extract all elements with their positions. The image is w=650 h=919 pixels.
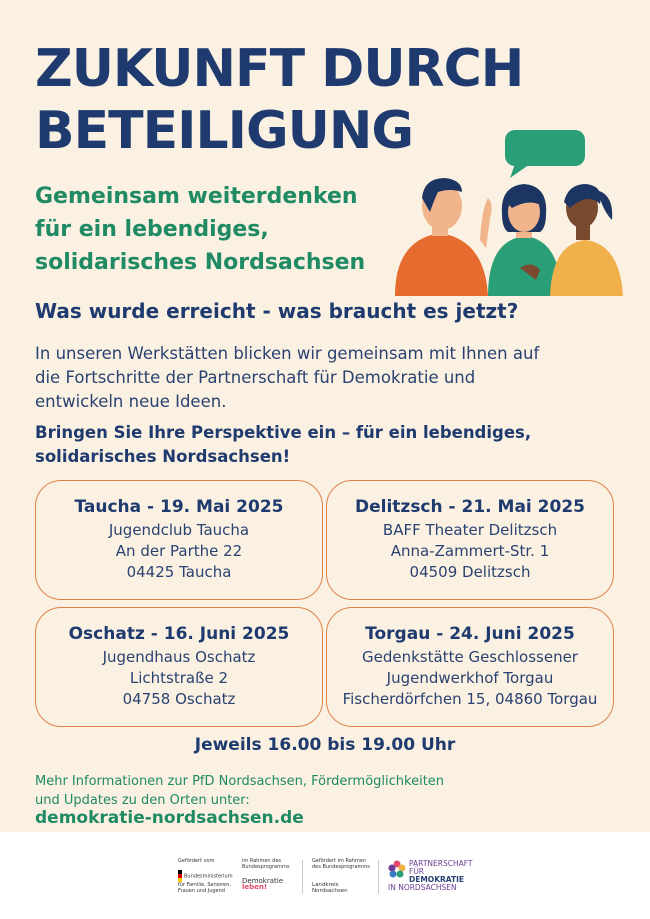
flower-icon [388, 860, 406, 880]
person-man-icon [395, 178, 492, 296]
event-card-oschatz [35, 607, 323, 727]
event-address: Fischerdörfchen 15, 04860 Torgau [342, 690, 598, 708]
event-heading: Delitzsch - 21. Mai 2025 [355, 497, 585, 517]
event-heading: Oschatz - 16. Juni 2025 [68, 624, 290, 644]
logo-brand: Demokratie [242, 877, 284, 885]
bmfsfj-logo [178, 858, 236, 894]
event-times: Jeweils 16.00 bis 19.00 Uhr [194, 735, 456, 755]
logo-caption: Gefördert im Rahmen des Bundesprogramms [312, 858, 370, 870]
pfd-logo [388, 860, 478, 892]
landkreis-logo [312, 858, 372, 894]
person-woman-icon [488, 184, 562, 296]
subtitle-line-1: Gemeinsam weiterdenken [35, 184, 358, 209]
german-flag-icon [178, 870, 182, 882]
more-info-line: und Updates zu den Orten unter: [35, 793, 250, 808]
event-city: 04425 Taucha [126, 563, 232, 581]
event-street: Anna-Zammert-Str. 1 [390, 542, 550, 560]
person-woman-ponytail-icon [550, 184, 623, 296]
divider [378, 860, 379, 894]
event-venue: BAFF Theater Delitzsch [382, 521, 558, 539]
title-line-1: ZUKUNFT DURCH [35, 39, 524, 99]
event-street: An der Parthe 22 [115, 542, 243, 560]
intro-line: In unseren Werkstätten blicken wir gemeinsam mit Ihnen auf [35, 344, 540, 363]
event-venue: Gedenkstätte Geschlossener [362, 648, 578, 666]
more-info-text [35, 772, 535, 810]
event-venue-2: Jugendwerkhof Torgau [386, 669, 554, 687]
key-question: Was wurde erreicht - was braucht es jetzt? [35, 299, 519, 323]
logo-caption: im Rahmen des Bundesprogramms [242, 858, 290, 870]
website-link[interactable]: demokratie-nordsachsen.de [35, 808, 304, 828]
sponsor-footer [0, 832, 650, 919]
event-card-delitzsch [326, 480, 614, 600]
logo-line: PARTNERSCHAFT [409, 859, 473, 868]
logo-brand-accent: leben! [242, 883, 268, 891]
event-heading: Taucha - 19. Mai 2025 [74, 497, 284, 517]
event-street: Lichtstraße 2 [129, 669, 229, 687]
call-to-action-line: Bringen Sie Ihre Perspektive ein – für ein lebendiges, [35, 423, 532, 442]
logo-text: Bundesministerium für Familie, Senioren, Frauen und Jugend [178, 873, 233, 894]
logo-line: FÜR [409, 867, 425, 876]
subtitle-line-3: solidarisches Nordsachsen [35, 250, 366, 275]
logo-line: IN NORDSACHSEN [388, 883, 457, 892]
people-discussion-illustration [390, 128, 625, 296]
event-city: 04509 Delitzsch [409, 563, 531, 581]
intro-line: entwickeln neue Ideen. [35, 392, 227, 411]
subtitle [35, 180, 365, 279]
logo-caption: Gefördert vom [178, 858, 215, 864]
more-info-line: Mehr Informationen zur PfD Nordsachsen, Fördermöglichkeiten [35, 774, 445, 789]
demokratie-leben-logo [242, 858, 302, 890]
logo-line-bold: DEMOKRATIE [409, 875, 465, 884]
call-to-action [35, 421, 625, 469]
event-city: 04758 Oschatz [122, 690, 236, 708]
event-venue: Jugendclub Taucha [108, 521, 250, 539]
event-venue: Jugendhaus Oschatz [102, 648, 256, 666]
call-to-action-line: solidarisches Nordsachsen! [35, 447, 291, 466]
divider [302, 860, 303, 894]
logo-text: Landkreis Nordsachsen [312, 882, 348, 894]
speech-bubble-icon [505, 130, 585, 178]
intro-text [35, 342, 625, 414]
subtitle-line-2: für ein lebendiges, [35, 217, 269, 242]
intro-line: die Fortschritte der Partnerschaft für Demokratie und [35, 368, 476, 387]
event-heading: Torgau - 24. Juni 2025 [365, 624, 575, 644]
event-card-taucha [35, 480, 323, 600]
event-card-torgau [326, 607, 614, 727]
title-line-2: BETEILIGUNG [35, 101, 414, 161]
